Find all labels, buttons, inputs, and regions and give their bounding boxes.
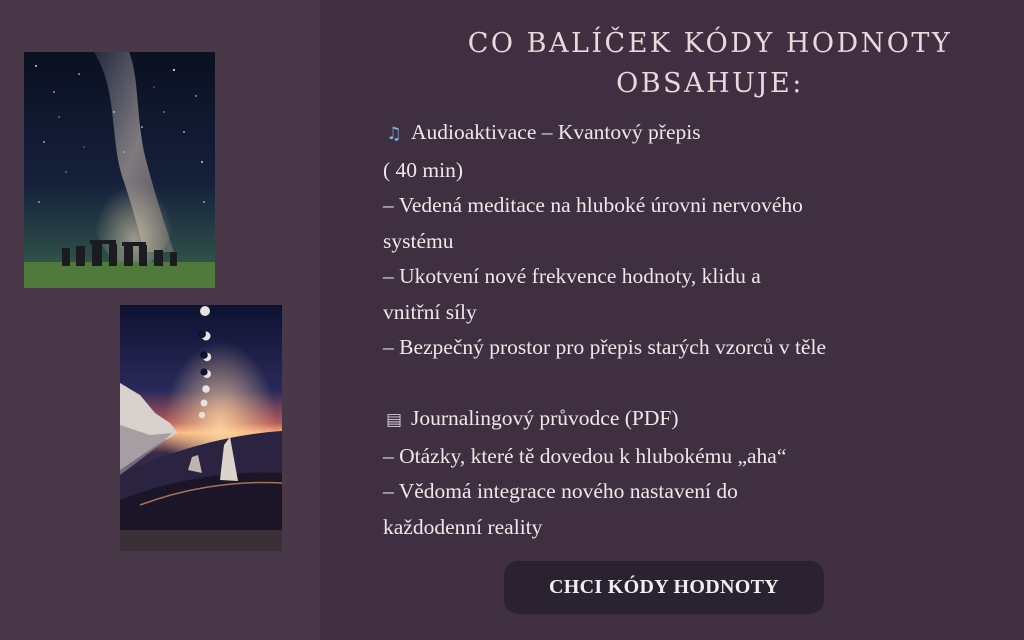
audio-item-1-line-1: – Vedená meditace na hluboké úrovni nervového xyxy=(383,193,803,217)
audio-section-title xyxy=(383,115,1003,153)
section-spacer xyxy=(383,366,1003,402)
audio-title-text: Audioaktivace – Kvantový přepis xyxy=(411,120,701,144)
audio-item-2-line-1: – Ukotvení nové frekvence hodnoty, klidu a xyxy=(383,264,761,288)
musical-note-icon: ♫ xyxy=(386,124,402,144)
journal-item-2-line-1: – Vědomá integrace nového nastavení do xyxy=(383,479,738,503)
buy-code-value-button[interactable]: CHCI KÓDY HODNOTY xyxy=(504,561,824,614)
milky-way-stonehenge-image xyxy=(24,52,215,288)
audio-item-1-line-2: systému xyxy=(383,228,454,253)
journal-item-2-line-2: každodenní reality xyxy=(383,514,543,539)
package-contents xyxy=(383,115,1003,545)
moon-phases-seascape-image xyxy=(120,305,282,551)
notebook-icon: ▤ xyxy=(385,410,403,430)
journal-title-text: Journalingový průvodce (PDF) xyxy=(411,406,679,430)
audio-duration: ( 40 min) xyxy=(383,157,464,182)
moon-phases-seascape-graphic xyxy=(120,305,282,551)
offer-heading xyxy=(440,24,980,104)
heading-line-1: CO BALÍČEK KÓDY HODNOTY xyxy=(467,28,953,59)
journal-item-1-line-1: – Otázky, které tě dovedou k hlubokému „aha“ xyxy=(383,443,787,468)
milky-way-stonehenge-graphic xyxy=(24,52,215,288)
heading-line-2: OBSAHUJE: xyxy=(616,68,804,99)
audio-item-3-line-1: – Bezpečný prostor pro přepis starých vzorců v těle xyxy=(383,335,826,359)
journal-section-title xyxy=(383,401,1003,439)
audio-item-2-line-2: vnitřní síly xyxy=(383,299,477,324)
